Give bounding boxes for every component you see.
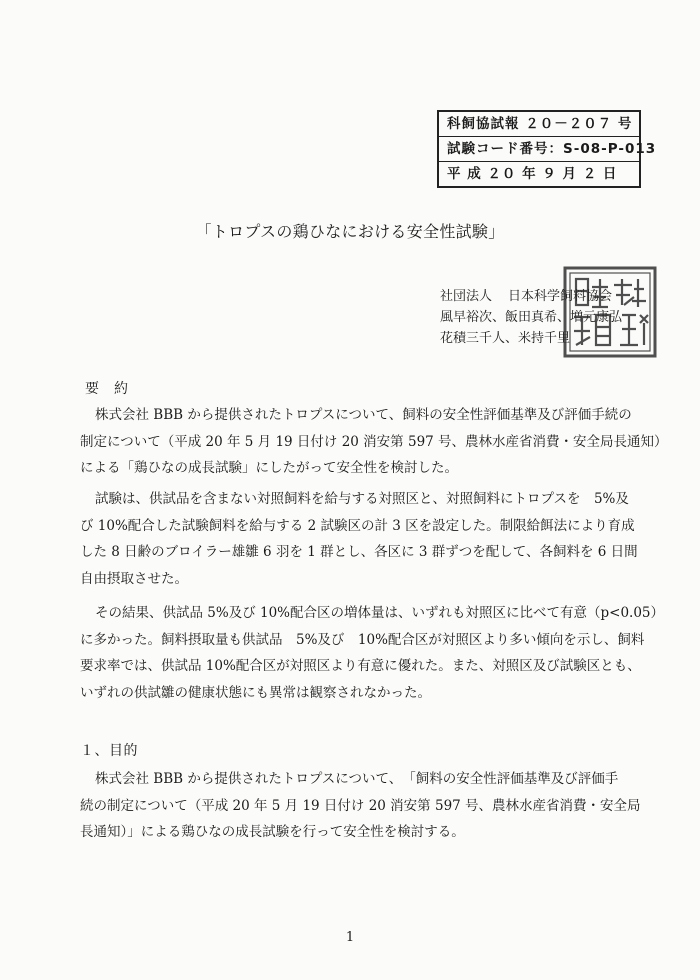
text-line: 試験は、供試品を含まない対照飼料を給与する対照区と、対照飼料にトロプスを 5%及 [95, 491, 629, 507]
report-number: 科飼協試報 ２０－２０７ 号 [439, 112, 639, 137]
text-line: いずれの供試雛の健康状態にも異常は観察されなかった。 [80, 684, 431, 701]
text-line: した 8 日齢のブロイラー雄雛 6 羽を 1 群とし、各区に 3 群ずつを配して、各飼料を 6 日間 [80, 544, 638, 560]
page-title: 「トロプスの鶏ひなにおける安全性試験」 [195, 222, 505, 241]
summary-paragraph-1 [80, 402, 668, 482]
author-line-2: 花積三千人、米持千里 [440, 331, 571, 346]
summary-paragraph-3 [80, 600, 665, 706]
organization-name: 日本科学飼料協会 [508, 289, 613, 304]
text-line: 制定について（平成 20 年 5 月 19 日付け 20 消安第 597 号、農林水産省消費・安全局長通知） [80, 433, 668, 450]
summary-paragraph-2 [80, 486, 645, 592]
test-code: 試験コード番号：S-08-P-013 [439, 137, 639, 162]
organization-type: 社団法人 [440, 289, 493, 304]
text-line: び 10%配合した試験飼料を給与する 2 試験区の計 3 区を設定した。制限給餌法により育成 [80, 517, 635, 534]
section-1-paragraph [80, 766, 645, 846]
text-line: による「鶏ひなの成長試験」にしたがって安全性を検討した。 [80, 460, 458, 476]
text-line: 要求率では、供試品 10%配合区が対照区より有意に優れた。また、対照区及び試験区とも、 [80, 658, 641, 674]
official-seal-stamp [562, 265, 658, 359]
text-line: に多かった。飼料摂取量も供試品 5%及び 10%配合区が対照区より多い傾向を示し、飼料 [80, 631, 645, 648]
report-info-box [437, 110, 657, 188]
report-date: 平 成 ２０ 年 ９ 月 ２ 日 [447, 166, 618, 182]
page-number: 1 [345, 930, 355, 945]
text-line: 続の制定について（平成 20 年 5 月 19 日付け 20 消安第 597 号、農林水産省消費・安全局 [80, 797, 641, 814]
text-line: その結果、供試品 5%及び 10%配合区の増体量は、いずれも対照区に比べて有意（p<0.05） [95, 605, 665, 621]
text-line: 自由摂取させた。 [80, 570, 188, 587]
section-1-heading: １、目的 [80, 743, 138, 759]
text-line: 株式会社 BBB から提供されたトロプスについて、 「飼料の安全性評価基準及び評価手 [95, 771, 619, 787]
text-line: 長通知）」による鶏ひなの成長試験を行って安全性を検討する。 [80, 824, 465, 840]
text-line: 株式会社 BBB から提供されたトロプスについて、飼料の安全性評価基準及び評価手続の [95, 407, 632, 423]
summary-heading: 要 約 [85, 381, 129, 397]
author-line-1: 風早裕次、飯田真希、増元康弘 [440, 310, 623, 325]
